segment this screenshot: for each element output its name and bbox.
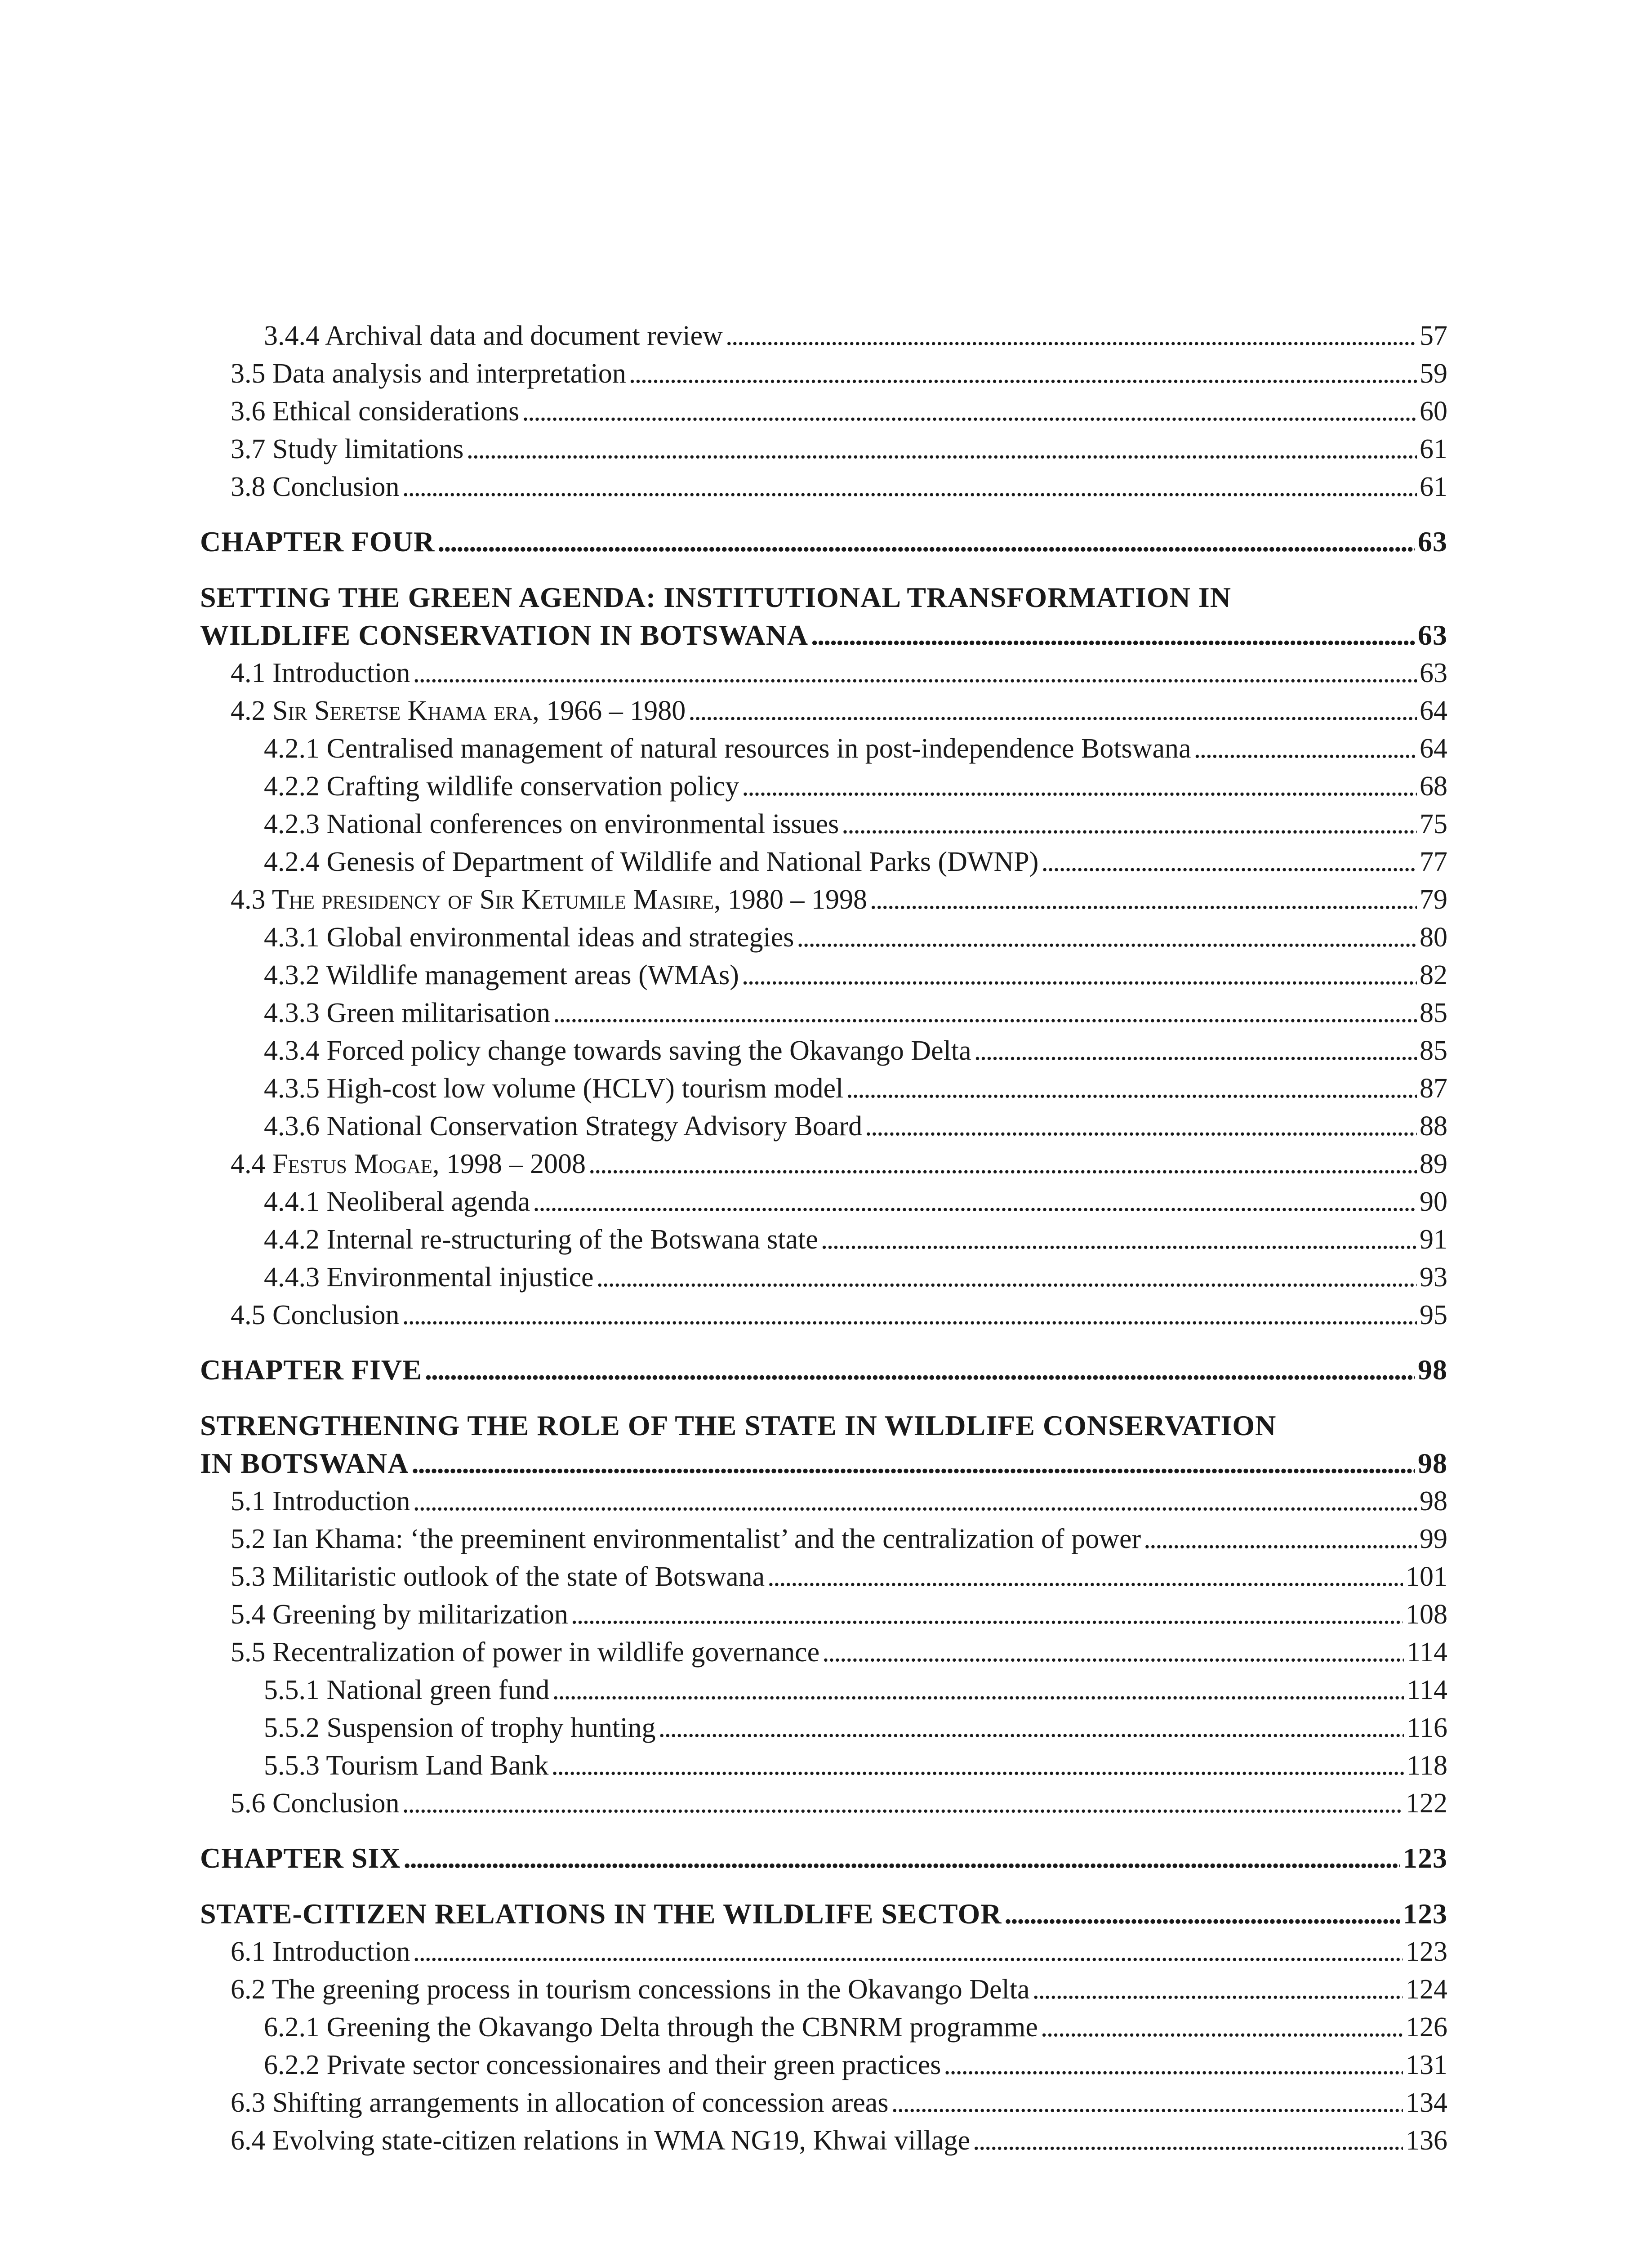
toc-entry[interactable] <box>200 1032 1447 1070</box>
toc-entry-page: 57 <box>1420 321 1447 351</box>
toc-entry-page: 89 <box>1420 1149 1447 1179</box>
toc-entry[interactable] <box>200 1296 1447 1334</box>
toc-entry-title: 4.1 Introduction <box>231 658 410 688</box>
chapter-title: CHAPTER FOUR <box>200 526 435 558</box>
chapter-title: CHAPTER SIX <box>200 1842 401 1874</box>
toc-entry-title: 5.3 Militaristic outlook of the state of Botswana <box>231 1561 765 1592</box>
chapter-heading-line: WILDLIFE CONSERVATION IN BOTSWANA <box>200 619 809 651</box>
toc-entry[interactable] <box>200 843 1447 881</box>
toc-entry-page: 90 <box>1420 1186 1447 1217</box>
toc-entry-title: 6.3 Shifting arrangements in allocation of concession areas <box>231 2087 889 2118</box>
dot-leader <box>1144 1520 1417 1558</box>
chapter-four-entry[interactable] <box>200 523 1447 561</box>
toc-entry[interactable] <box>200 1747 1447 1784</box>
dot-leader <box>742 767 1417 805</box>
toc-entry-title: 3.5 Data analysis and interpretation <box>231 358 626 389</box>
toc-entry-page: 60 <box>1420 396 1447 427</box>
toc-entry-page: 93 <box>1420 1262 1447 1293</box>
dot-leader <box>588 1145 1417 1183</box>
toc-entry-title: 4.5 Conclusion <box>231 1300 400 1330</box>
toc-entry-title: 4.2.4 Genesis of Department of Wildlife and National Parks (DWNP) <box>264 847 1039 877</box>
chapter-heading-page: 63 <box>1418 619 1447 651</box>
dot-leader <box>413 1933 1403 1971</box>
toc-entry-page: 82 <box>1420 960 1447 990</box>
dot-leader <box>1004 1895 1400 1933</box>
toc-entry-page: 91 <box>1420 1224 1447 1255</box>
toc-entry-page: 87 <box>1420 1073 1447 1104</box>
dot-leader <box>402 1784 1403 1822</box>
chapter-title: CHAPTER FIVE <box>200 1354 422 1386</box>
toc-entry[interactable] <box>200 919 1447 956</box>
toc-entry-page: 68 <box>1420 771 1447 802</box>
toc-entry[interactable] <box>200 1671 1447 1709</box>
dot-leader <box>402 1296 1417 1334</box>
chapter-heading-line: STATE-CITIZEN RELATIONS IN THE WILDLIFE SECTOR <box>200 1898 1002 1930</box>
toc-entry-title: 4.3 The presidency of Sir Ketumile Masire, 1980 – 1998 <box>231 884 868 915</box>
toc-entry-title: 3.8 Conclusion <box>231 472 400 502</box>
chapter-heading-line: STRENGTHENING THE ROLE OF THE STATE IN WILDLIFE CONSERVATION <box>200 1409 1277 1441</box>
toc-entry[interactable] <box>200 1221 1447 1258</box>
toc-entry-page: 126 <box>1406 2012 1447 2043</box>
dot-leader <box>425 1351 1415 1389</box>
toc-entry-page: 114 <box>1407 1675 1447 1705</box>
table-of-contents <box>200 317 1447 2159</box>
toc-entry-page: 75 <box>1420 809 1447 839</box>
dot-leader <box>891 2084 1403 2122</box>
toc-entry-title: 4.3.3 Green militarisation <box>264 998 551 1028</box>
toc-entry-page: 122 <box>1406 1788 1447 1819</box>
toc-entry-title: 6.2.2 Private sector concessionaires and their green practices <box>264 2050 941 2080</box>
toc-entry[interactable] <box>200 767 1447 805</box>
dot-leader <box>742 956 1417 994</box>
dot-leader <box>688 692 1417 730</box>
dot-leader <box>437 523 1415 561</box>
dot-leader <box>821 1221 1417 1258</box>
dot-leader <box>553 994 1417 1032</box>
dot-leader <box>767 1558 1403 1596</box>
dot-leader <box>870 881 1417 919</box>
toc-entry[interactable] <box>200 1070 1447 1107</box>
toc-entry[interactable] <box>200 393 1447 430</box>
dot-leader <box>1041 2008 1403 2046</box>
toc-entry-title: 5.2 Ian Khama: ‘the preeminent environmentalist’ and the centralization of power <box>231 1524 1141 1554</box>
dot-leader <box>973 2122 1403 2159</box>
chapter-six-heading[interactable] <box>200 1895 1447 1933</box>
dot-leader <box>726 317 1417 355</box>
toc-entry[interactable] <box>200 654 1447 692</box>
chapter-page: 98 <box>1418 1354 1447 1386</box>
dot-leader <box>1041 843 1417 881</box>
toc-entry-title: 4.2 Sir Seretse Khama era, 1966 – 1980 <box>231 696 686 726</box>
toc-entry-page: 98 <box>1420 1486 1447 1517</box>
chapter-heading-last-line <box>200 1445 1447 1482</box>
toc-entry-page: 77 <box>1420 847 1447 877</box>
dot-leader <box>865 1107 1417 1145</box>
toc-entry-title: 4.2.2 Crafting wildlife conservation policy <box>264 771 739 802</box>
dot-leader <box>413 1482 1417 1520</box>
toc-entry-title: 4.2.1 Centralised management of natural resources in post-independence Botswana <box>264 733 1191 764</box>
toc-entry-title: 4.4 Festus Mogae, 1998 – 2008 <box>231 1149 586 1179</box>
toc-entry-page: 64 <box>1420 733 1447 764</box>
toc-entry-page: 134 <box>1406 2087 1447 2118</box>
toc-entry[interactable] <box>200 430 1447 468</box>
dot-leader <box>846 1070 1417 1107</box>
toc-entry-title: 4.2.3 National conferences on environmental issues <box>264 809 839 839</box>
toc-entry-page: 114 <box>1407 1637 1447 1668</box>
toc-entry-title: 5.5.1 National green fund <box>264 1675 550 1705</box>
toc-entry-title: 6.4 Evolving state-citizen relations in WMA NG19, Khwai village <box>231 2125 970 2156</box>
toc-entry-title: 4.4.3 Environmental injustice <box>264 1262 594 1293</box>
chapter-page: 63 <box>1418 526 1447 558</box>
toc-entry[interactable] <box>200 1784 1447 1822</box>
dot-leader <box>1033 1971 1403 2008</box>
toc-entry-title: 4.3.6 National Conservation Strategy Advisory Board <box>264 1111 863 1142</box>
toc-entry-title: 6.2.1 Greening the Okavango Delta through the CBNRM programme <box>264 2012 1038 2043</box>
toc-entry[interactable] <box>200 1107 1447 1145</box>
toc-entry-title: 6.2 The greening process in tourism concessions in the Okavango Delta <box>231 1974 1030 2005</box>
toc-entry[interactable] <box>200 1558 1447 1596</box>
dot-leader <box>404 1839 1400 1877</box>
toc-entry[interactable] <box>200 2008 1447 2046</box>
toc-entry-title: 5.5.2 Suspension of trophy hunting <box>264 1713 656 1743</box>
toc-entry[interactable] <box>200 1971 1447 2008</box>
toc-entry-title: 3.4.4 Archival data and document review <box>264 321 723 351</box>
dot-leader <box>629 355 1417 393</box>
toc-entry-title: 3.6 Ethical considerations <box>231 396 520 427</box>
toc-entry-page: 101 <box>1406 1561 1447 1592</box>
toc-entry-page: 61 <box>1420 472 1447 502</box>
dot-leader <box>551 1747 1404 1784</box>
toc-entry-title: 4.4.1 Neoliberal agenda <box>264 1186 530 1217</box>
toc-entry-page: 85 <box>1420 998 1447 1028</box>
toc-entry-page: 131 <box>1406 2050 1447 2080</box>
dot-leader <box>822 1633 1404 1671</box>
toc-entry[interactable] <box>200 692 1447 730</box>
toc-entry[interactable] <box>200 956 1447 994</box>
toc-entry[interactable] <box>200 1596 1447 1633</box>
toc-entry-title: 5.5 Recentralization of power in wildlife governance <box>231 1637 820 1668</box>
toc-entry-title: 4.3.5 High-cost low volume (HCLV) tourism model <box>264 1073 844 1104</box>
chapter-six-entry[interactable] <box>200 1839 1447 1877</box>
toc-entry-page: 136 <box>1406 2125 1447 2156</box>
toc-entry[interactable] <box>200 355 1447 393</box>
toc-entry-title: 3.7 Study limitations <box>231 434 464 464</box>
toc-entry-page: 85 <box>1420 1035 1447 1066</box>
dot-leader <box>597 1258 1417 1296</box>
chapter-five-entry[interactable] <box>200 1351 1447 1389</box>
toc-entry-page: 63 <box>1420 658 1447 688</box>
dot-leader <box>413 654 1417 692</box>
dot-leader <box>522 393 1417 430</box>
dot-leader <box>944 2046 1403 2084</box>
toc-entry[interactable] <box>200 317 1447 355</box>
chapter-heading-last-line <box>200 616 1447 654</box>
toc-entry[interactable] <box>200 881 1447 919</box>
toc-entry[interactable] <box>200 1183 1447 1221</box>
chapter-four-heading[interactable] <box>200 579 1447 654</box>
toc-entry[interactable] <box>200 1633 1447 1671</box>
toc-entry[interactable] <box>200 1258 1447 1296</box>
toc-entry[interactable] <box>200 2046 1447 2084</box>
toc-entry-page: 59 <box>1420 358 1447 389</box>
toc-entry-title: 5.1 Introduction <box>231 1486 410 1517</box>
toc-entry[interactable] <box>200 805 1447 843</box>
toc-entry-page: 124 <box>1406 1974 1447 2005</box>
toc-entry-page: 61 <box>1420 434 1447 464</box>
toc-entry-page: 95 <box>1420 1300 1447 1330</box>
toc-entry-page: 123 <box>1406 1936 1447 1967</box>
dot-leader <box>402 468 1417 506</box>
dot-leader <box>533 1183 1417 1221</box>
dot-leader <box>811 616 1415 654</box>
dot-leader <box>797 919 1417 956</box>
dot-leader <box>658 1709 1404 1747</box>
dot-leader <box>1194 730 1417 767</box>
toc-entry-page: 64 <box>1420 696 1447 726</box>
toc-entry-page: 79 <box>1420 884 1447 915</box>
toc-entry[interactable] <box>200 1145 1447 1183</box>
toc-entry[interactable] <box>200 2084 1447 2122</box>
toc-entry-page: 88 <box>1420 1111 1447 1142</box>
chapter-five-heading[interactable] <box>200 1407 1447 1482</box>
chapter-heading-line: SETTING THE GREEN AGENDA: INSTITUTIONAL TRANSFORMATION IN <box>200 581 1231 613</box>
toc-entry-title: 5.6 Conclusion <box>231 1788 400 1819</box>
toc-entry[interactable] <box>200 1482 1447 1520</box>
dot-leader <box>974 1032 1417 1070</box>
toc-entry[interactable] <box>200 1933 1447 1971</box>
toc-entry[interactable] <box>200 1520 1447 1558</box>
toc-entry-page: 108 <box>1406 1599 1447 1630</box>
toc-entry-title: 4.3.2 Wildlife management areas (WMAs) <box>264 960 739 990</box>
dot-leader <box>466 430 1417 468</box>
toc-entry-title: 6.1 Introduction <box>231 1936 410 1967</box>
toc-entry-page: 118 <box>1407 1750 1447 1781</box>
chapter-heading-page: 98 <box>1418 1447 1447 1479</box>
toc-entry-page: 99 <box>1420 1524 1447 1554</box>
toc-entry-page: 80 <box>1420 922 1447 953</box>
toc-entry[interactable] <box>200 1709 1447 1747</box>
toc-entry-title: 5.4 Greening by militarization <box>231 1599 568 1630</box>
toc-entry-title: 4.3.1 Global environmental ideas and strategies <box>264 922 794 953</box>
dot-leader <box>411 1445 1415 1482</box>
chapter-page: 123 <box>1403 1842 1447 1874</box>
toc-entry-page: 116 <box>1407 1713 1447 1743</box>
toc-entry[interactable] <box>200 2122 1447 2159</box>
toc-entry[interactable] <box>200 994 1447 1032</box>
toc-entry[interactable] <box>200 730 1447 767</box>
chapter-heading-page: 123 <box>1403 1898 1447 1930</box>
toc-entry-title: 4.3.4 Forced policy change towards saving the Okavango Delta <box>264 1035 971 1066</box>
dot-leader <box>571 1596 1403 1633</box>
chapter-heading-line: IN BOTSWANA <box>200 1447 409 1479</box>
toc-entry-title: 4.4.2 Internal re-structuring of the Botswana state <box>264 1224 818 1255</box>
toc-entry-title: 5.5.3 Tourism Land Bank <box>264 1750 549 1781</box>
toc-entry[interactable] <box>200 468 1447 506</box>
dot-leader <box>552 1671 1404 1709</box>
dot-leader <box>842 805 1417 843</box>
